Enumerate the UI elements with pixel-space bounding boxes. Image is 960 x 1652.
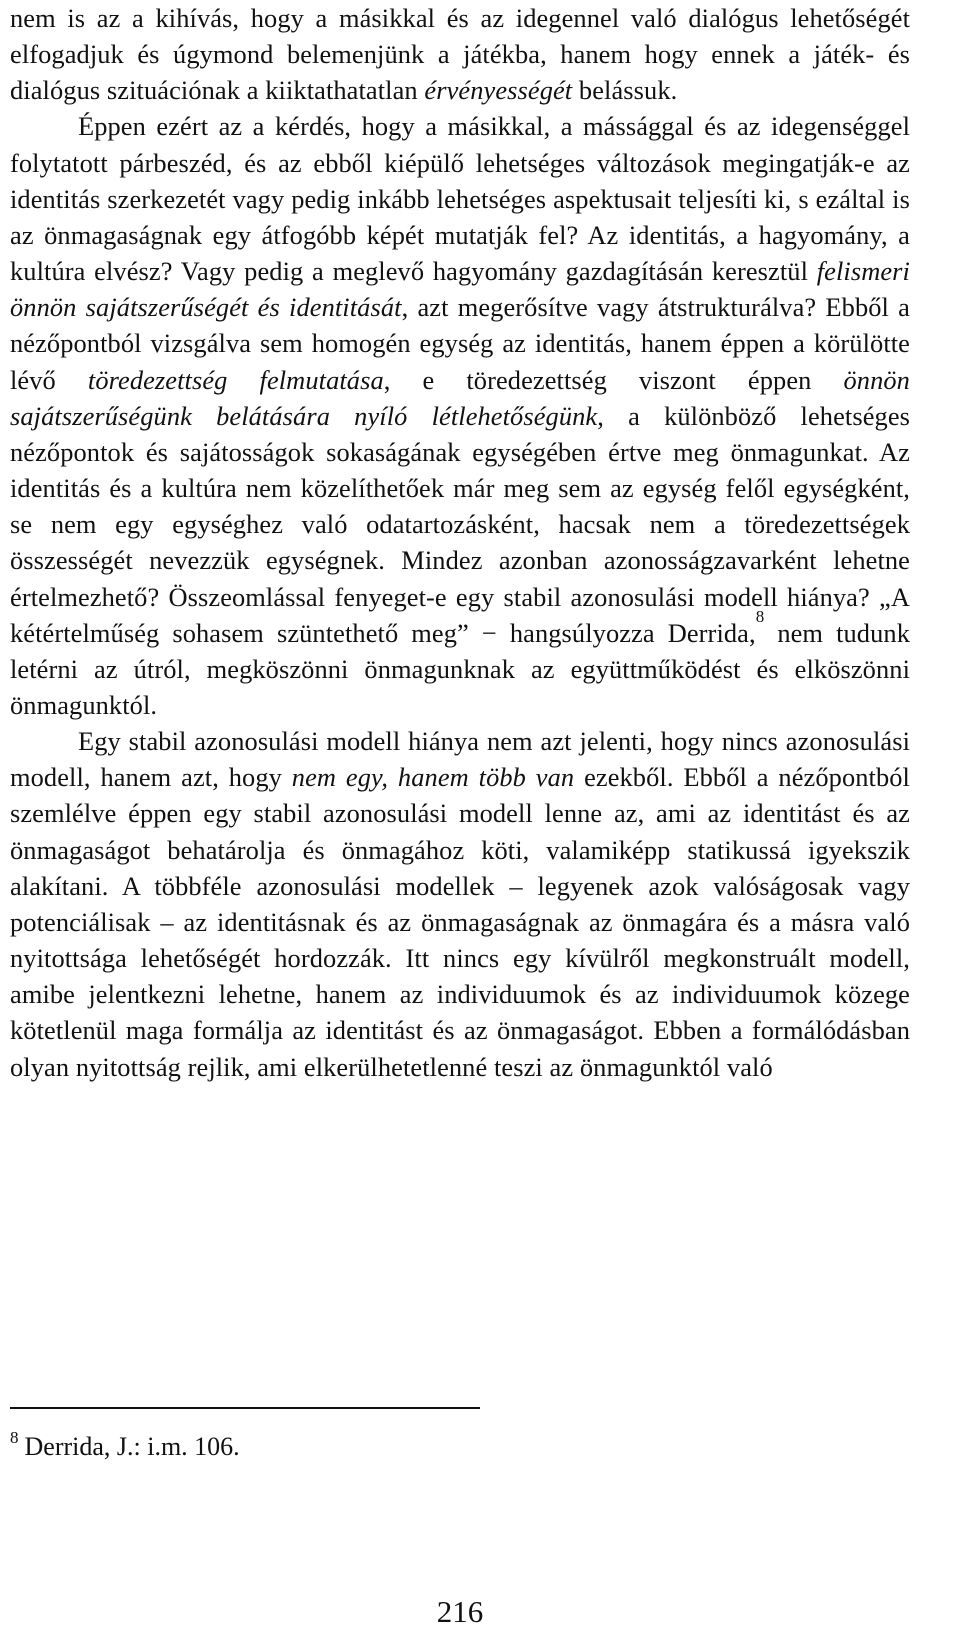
- paragraph-2: [10, 108, 910, 723]
- footnote: [10, 1428, 240, 1466]
- footnote-separator: [10, 1407, 480, 1409]
- p1-run-3: belássuk.: [572, 75, 678, 106]
- p2-run-7: , a különböző lehetséges nézőpontok és sajátosságok sokaságának egységében értve meg önmagunkat. Az identitás és a kultúra nem közelíthetőek már meg sem az egység felől egységként, se nem egy egységhez való odatartozásként, hacsak nem a töredezettségek összességét nevezzük egységnek. Mindez azonban azonosságzavarként lehetne értelmezhető? Összeomlással fenyeget-e egy stabil azonosulási modell hiánya? „A kétértelműség sohasem szüntethető meg” − hangsúlyozza Derrida,: [10, 400, 910, 648]
- p2-run-2-italic: felismeri önnön sajátszerűségét és identitását: [10, 256, 910, 323]
- p2-run-9: nem tudunk letérni az útról, megköszönni önmagunknak az együttműködést és elköszönni önmagunktól.: [10, 617, 910, 720]
- p3-run-1: Egy stabil azonosulási modell hiánya nem azt jelenti, hogy nincs azonosulási modell, hanem azt, hogy: [10, 726, 910, 793]
- p2-run-4-italic: töredezettség felmutatása: [87, 364, 384, 395]
- paragraph-1: [10, 0, 910, 108]
- p1-run-1: nem is az a kihívás, hogy a másikkal és az idegennel való dialógus lehetőségét elfogadjuk és úgymond belemenjünk a játékba, hanem hogy ennek a játék- és dialógus szituációnak a kiiktathatatlan: [10, 3, 910, 106]
- p3-run-2-italic: nem egy, hanem több van: [291, 762, 575, 793]
- p3-run-3: ezekből. Ebből a nézőpontból szemlélve éppen egy stabil azonosulási modell lenne az, ami az identitást és az önmagaságot behatárolja és önmagához köti, valamiképp statikussá igyekszik alakítani. A többféle azonosulási modellek – legyenek azok valóságosak vagy potenciálisak – az identitásnak és az önmagaságnak az önmagára és a másra való nyitottsága lehetőségét hordozzák. Itt nincs egy kívülről megkonstruált modell, amibe jelentkezni lehetne, hanem az individuumok és az individuumok közege kötetlenül maga formálja az identitást és az önmagaságot. Ebben a formálódásban olyan nyitottság rejlik, ami elkerülhetetlenné teszi az önmagunktól való: [10, 762, 910, 1082]
- paragraph-3: [10, 723, 910, 1085]
- footnote-reference-8[interactable]: 8: [755, 606, 765, 626]
- p2-run-3: , azt megerősítve vagy átstrukturálva? Ebből a nézőpontból vizsgálva sem homogén egység az identitás, hanem éppen a körülötte lévő: [10, 292, 910, 395]
- p1-run-2-italic: érvényességét: [424, 75, 573, 106]
- footnote-text: Derrida, J.: i.m. 106.: [24, 1432, 240, 1461]
- p2-run-5: , e töredezettség viszont éppen: [383, 364, 844, 395]
- page-number: 216: [436, 1594, 484, 1629]
- p2-run-6-italic: önnön sajátszerűségünk belátására nyíló létlehetőségünk: [10, 364, 910, 431]
- p2-run-1: Éppen ezért az a kérdés, hogy a másikkal, a mássággal és az idegenséggel folytatott párbeszéd, és az ebből kiépülő lehetséges változások megingatják-e az identitás szerkezetét vagy pedig inkább lehetséges aspektusait teljesíti ki, s ezáltal is az önmagaságnak egy átfogóbb képét mutatják fel? Az identitás, a hagyomány, a kultúra elvész? Vagy pedig a meglevő hagyomány gazdagításán keresztül: [10, 111, 910, 287]
- document-page: [10, 0, 910, 1085]
- footnote-mark: 8: [10, 1428, 19, 1447]
